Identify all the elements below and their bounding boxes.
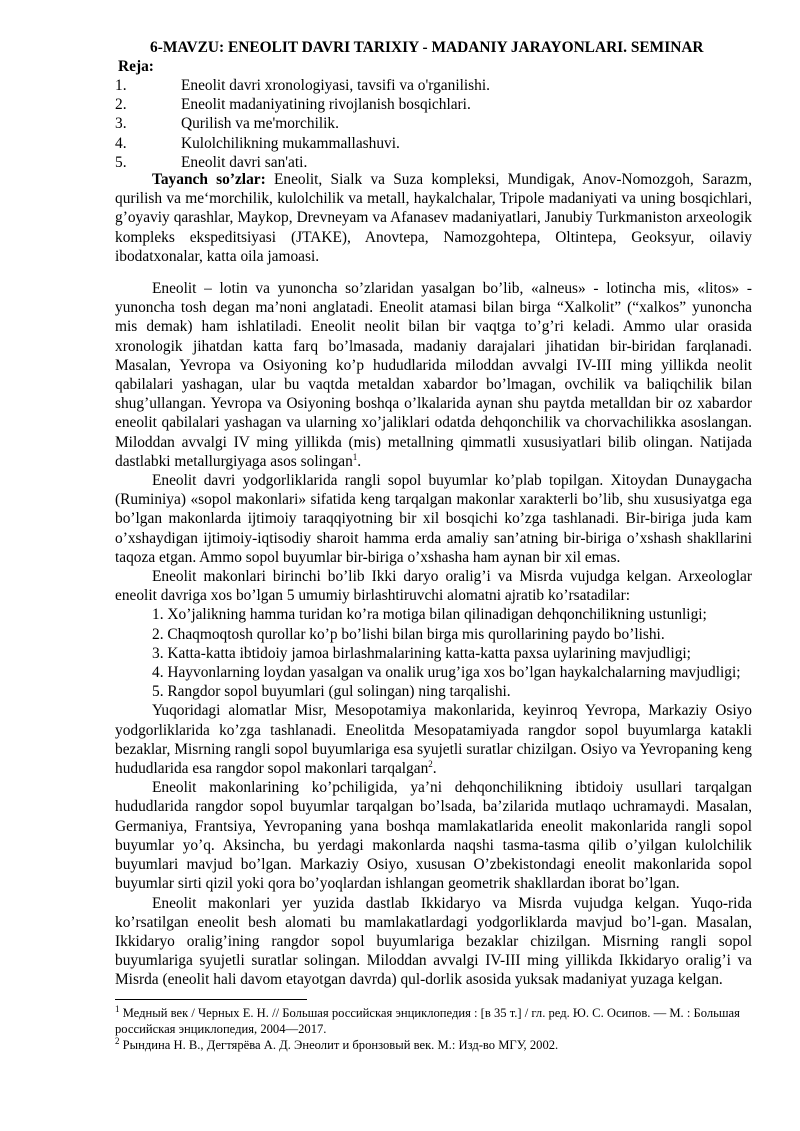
paragraph-end: . [432, 760, 437, 778]
list-item-text: 2. Chaqmoqtosh qurollar ko’p bo’lishi bilan birga mis qurollarining paydo bo’lishi. [152, 625, 665, 643]
paragraph-text: Eneolit davri yodgorliklarida rangli sopol buyumlar ko’plab topilgan. Xitoydan Dunaygacha (Ruminiya) «sopol makonlari» sifatida keng tarqalgan makonlar xarakterli bo’lib, shu xususiyatga ega bo’lgan makonlarda ijtimoiy taraqqiyotning bir xil bosqichi ko’zga tashlanadi. Bir-biriga juda kam o’xshaydigan ijtimoiy-iqtisodiy sharoit hamma erda amaliy san’atning bir-biriga o’xshash shakllarini taqoza etgan. Ammo sopol buyumlar bir-biriga o’xshasha ham aynan bir xil emas. [115, 472, 752, 566]
list-item-text: 4. Hayvonlarning loydan yasalgan va onalik urug’iga xos bo’lgan haykalchalarning mavjudligi; [152, 664, 741, 682]
page-title: 6-MAVZU: ENEOLIT DAVRI TARIXIY - MADANIY JARAYONLARI. SEMINAR [150, 39, 704, 56]
footnote-text: Рындина Н. В., Дегтярёва А. Д. Энеолит и бронзовый век. М.: Изд-во МГУ, 2002. [119, 1038, 559, 1053]
plan-item-number: 3. [115, 115, 127, 133]
paragraph-text: Eneolit – lotin va yunoncha so’zlaridan yasalgan bo’lib, «alneus» - lotincha mis, «litos» - yunoncha tosh degan ma’noni anglatadi. Eneolit atamasi bilan birga “Xalkolit” (“xalkos” yunoncha mis demak) ham ishlatiladi. Eneolit neolit bilan bir vaqtga to’g’ri keladi. Ammo ular orasida xronologik jihatdan katta farq bo’lmasada, madaniy darajalari jihatidan bir-biridan farqlanadi. Masalan, Yevropa va Osiyoning ko’p hududlarida miloddan avvalgi IV-III ming yillikda neolit qabilalari yashagan, ular bu vaqtda metaldan xabardor bo’lmagan, ovchilik va baliqchilik bilan shug’ullangan. Yevropa va Osiyoning boshqa o’lkalarida aynan shu paytda metalldan bir oz xabardor eneolit qabilalari yashagan va ularning xo’jaliklari odatda dehqonchilik va chorvachilikka asoslangan. Miloddan avvalgi IV ming yillikda (mis) metallning qimmatli xususiyatlari bilib olingan. Natijada dastlabki metallurgiyaga asos solingan [115, 280, 752, 470]
plan-item-number: 1. [115, 77, 127, 94]
footnote-separator [115, 999, 307, 1000]
list-item [115, 625, 752, 644]
footnotes [115, 1005, 752, 1054]
body-paragraph [115, 701, 752, 778]
body-paragraph [115, 894, 752, 990]
plan-item-number: 5. [115, 153, 127, 171]
paragraph-end: . [357, 452, 362, 470]
plan-item [115, 134, 755, 153]
footnote [115, 1005, 752, 1037]
plan-item [115, 114, 755, 133]
main-text [115, 279, 752, 990]
body-paragraph [115, 778, 752, 893]
plan-item-number: 4. [115, 134, 127, 152]
plan-item-text: Kulolchilikning mukammallashuvi. [181, 134, 400, 152]
body-paragraph [115, 567, 752, 605]
plan-item-text: Eneolit davri xronologiyasi, tavsifi va o'rganilishi. [181, 77, 490, 94]
plan-list [115, 76, 755, 172]
plan-item [115, 95, 755, 114]
plan-item-number: 2. [115, 96, 127, 114]
list-item [115, 682, 752, 701]
paragraph-text: Eneolit makonlarining ko’pchiligida, ya’ni dehqonchilikning ibtidoiy usullari tarqalgan hududlarida rangdor sopol buyumlar tarqalgan bo’lsada, ba’zilarida mutlaqo uchramaydi. Masalan, Germaniya, Frantsiya, Yevropaning yana boshqa mamlakatlarida eneolit makonlarida rangli sopol buyumlar yo’q. Aksincha, bu yerdagi makonlarda naqshi tasma-tasma qilib o’yilgan kulolchilik buyumlari mavjud bo’lgan. Markaziy Osiyo, xususan O’zbekistondagi eneolit makonlarida sopol buyumlar sirti qizil yoki qora bo’yoqlardan ishlangan geometrik shakllardan iborat bo’lgan. [115, 779, 752, 893]
keywords-label: Tayanch so’zlar: [152, 171, 266, 188]
keywords-paragraph [115, 170, 752, 266]
list-item-text: 3. Katta-katta ibtidoiy jamoa birlashmalarining katta-katta paxsa uylarining mavjudligi; [152, 644, 691, 662]
plan-item-text: Eneolit madaniyatining rivojlanish bosqichlari. [181, 96, 471, 114]
keywords-text: Eneolit, Sialk va Suza kompleksi, Mundigak, Anov-Nomozgoh, Sarazm, qurilish va me‘morchilik, kulolchilik va metall, haykalchalar, Tripole madaniyati va uning bosqichlari, g’oyaviy qarashlar, Maykop, Drevneyam va Afanasev madaniyatlari, Janubiy Turkmaniston arxeologik kompleks ekspeditsiyasi (JTAKE), Anovtepa, Namozgohtepa, Oltintepa, Geoksyur, oilaviy ibodatxonalar, katta oila jamoasi. [115, 171, 752, 265]
footnote [115, 1037, 752, 1053]
body-paragraph [115, 279, 752, 471]
paragraph-text: Eneolit makonlari birinchi bo’lib Ikki daryo oralig’i va Misrda vujudga kelgan. Arxeologlar eneolit davriga xos bo’lgan 5 umumiy birlashtiruvchi alomatni ajratib ko’rsatadilar: [115, 568, 752, 605]
footnote-ref[interactable]: 2 [428, 758, 433, 769]
plan-item [115, 76, 755, 95]
footnote-text: Медный век / Черных Е. Н. // Большая российская энциклопедия : [в 35 т.] / гл. ред. Ю. С. Осипов. — М. : Большая российская энциклопедия, 2004—2017. [115, 1006, 740, 1037]
plan-item-text: Eneolit davri san'ati. [181, 153, 308, 171]
footnote-ref[interactable]: 1 [352, 451, 358, 462]
list-item-text: 1. Xo’jalikning hamma turidan ko’ra motiga bilan qilinadigan dehqonchilikning ustunligi; [152, 606, 707, 624]
list-item-text: 5. Rangdor sopol buyumlari (gul solingan) ning tarqalishi. [152, 683, 511, 701]
footnote-mark: 2 [115, 1036, 120, 1047]
body-paragraph [115, 471, 752, 567]
list-item [115, 644, 752, 663]
paragraph-text: Yuqoridagi alomatlar Misr, Mesopotamiya makonlarida, keyinroq Yevropa, Markaziy Osiyo yodgorliklarida ko’zga tashlanadi. Eneolitda Mesopatamiyada rangdor sopol buyumlarga katakli bezaklar, Misrning rangli sopol buyumlariga esa syujetli suratlar chizilgan. Osiyo va Yevropaning keng hududlarida esa rangdor sopol makonlari tarqalgan [115, 702, 752, 778]
list-item [115, 663, 752, 682]
keywords-block [115, 170, 752, 266]
list-item [115, 605, 752, 624]
plan-heading: Reja: [118, 58, 154, 75]
paragraph-text: Eneolit makonlari yer yuzida dastlab Ikkidaryo va Misrda vujudga kelgan. Yuqo-rida ko’rsatilgan eneolit besh alomati bu mamlakatlardagi yodgorliklarda mavjud bo’l-gan. Masalan, Ikkidaryo oralig’ining rangdor sopol buyumlariga bezaklar chizilgan. Misrning rangli sopol buyumlariga syujetli suratlar solingan. Miloddan avvalgi IV-III ming yillikda Ikkidaryo oralig’i va Misrda (eneolit hali davom etayotgan davrda) qul-dorlik asosida yuksak madaniyat yuzaga kelgan. [115, 894, 752, 989]
footnote-mark: 1 [115, 1003, 120, 1014]
plan-item-text: Qurilish va me'morchilik. [181, 115, 339, 133]
